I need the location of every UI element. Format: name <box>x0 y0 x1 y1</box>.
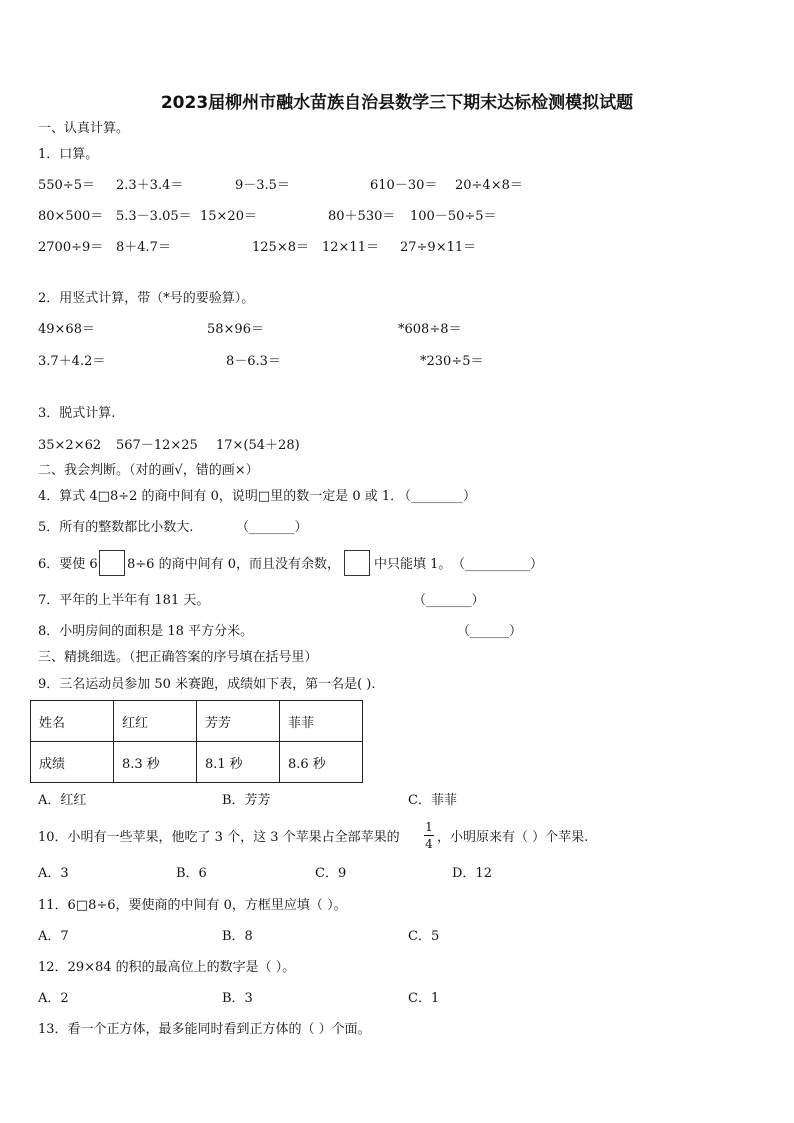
table-cell: 芳芳 <box>197 701 280 742</box>
q10-fraction-denominator: 4 <box>425 837 433 851</box>
table-row <box>31 742 363 783</box>
q1-item: 100－50÷5＝ <box>410 209 497 224</box>
q1-item: 550÷5＝ <box>38 178 95 193</box>
q1-item: 20÷4×8＝ <box>455 178 523 193</box>
q10-option-c[interactable]: C．9 <box>315 866 347 881</box>
q1-item: 9－3.5＝ <box>235 178 290 193</box>
q2-item: *608÷8＝ <box>398 322 462 337</box>
table-cell: 菲菲 <box>280 701 363 742</box>
q6-answer-blank[interactable]: （__________） <box>452 557 544 572</box>
table-row <box>31 701 363 742</box>
q10-fraction-numerator: 1 <box>425 820 433 834</box>
table-cell: 8.1 秒 <box>197 742 280 783</box>
q6-text-part3: 中只能填 1。 <box>374 557 452 572</box>
q7-text: 7．平年的上半年有 181 天。 <box>38 593 210 608</box>
q2-item: 49×68＝ <box>38 322 95 337</box>
q5-text: 5．所有的整数都比小数大. <box>38 520 194 535</box>
section-3-heading: 三、精挑细选。（把正确答案的序号填在括号里） <box>38 650 318 665</box>
table-cell: 成绩 <box>31 742 114 783</box>
q5-answer-blank[interactable]: （_______） <box>236 520 308 535</box>
q1-item: 2.3＋3.4＝ <box>116 178 184 193</box>
q1-item: 2700÷9＝ <box>38 240 104 255</box>
q3-label: 3．脱式计算. <box>38 406 116 421</box>
q9-option-b[interactable]: B．芳芳 <box>222 793 271 808</box>
q3-item: 567－12×25 <box>116 438 198 453</box>
q6-text-part1: 6．要使 6 <box>38 557 98 572</box>
q1-item: 5.3－3.05＝ <box>116 209 192 224</box>
q13-text: 13．看一个正方体，最多能同时看到正方体的（ ）个面。 <box>38 1022 371 1037</box>
q2-label: 2．用竖式计算，带（*号的要验算）。 <box>38 291 255 306</box>
q6-digit-box[interactable] <box>99 550 125 576</box>
q3-item: 35×2×62 <box>38 438 102 453</box>
section-2-heading: 二、我会判断。（对的画√，错的画×） <box>38 463 259 478</box>
q4-text: 4．算式 4□8÷2 的商中间有 0，说明□里的数一定是 0 或 1． <box>38 489 404 504</box>
q10-text-part2: ，小明原来有（ ）个苹果. <box>437 830 589 845</box>
section-1-heading: 一、认真计算。 <box>38 121 130 136</box>
q8-text: 8．小明房间的面积是 18 平方分米。 <box>38 624 254 639</box>
q1-item: 610－30＝ <box>370 178 438 193</box>
q10-fraction-bar <box>424 835 434 836</box>
q11-text: 11．6□8÷6，要使商的中间有 0，方框里应填（ ）。 <box>38 898 347 913</box>
q11-option-c[interactable]: C．5 <box>408 929 440 944</box>
q6-digit-box[interactable] <box>344 550 370 576</box>
q12-option-c[interactable]: C．1 <box>408 991 440 1006</box>
q6-text-part2: 8÷6 的商中间有 0，而且没有余数， <box>127 557 340 572</box>
q2-item: 8－6.3＝ <box>226 354 281 369</box>
q11-option-a[interactable]: A．7 <box>38 929 69 944</box>
q11-option-b[interactable]: B．8 <box>222 929 253 944</box>
q8-answer-blank[interactable]: （______） <box>457 624 523 639</box>
q12-option-a[interactable]: A．2 <box>38 991 69 1006</box>
q10-option-d[interactable]: D．12 <box>452 866 492 881</box>
table-cell: 8.3 秒 <box>114 742 197 783</box>
q2-item: 3.7＋4.2＝ <box>38 354 106 369</box>
q10-option-a[interactable]: A．3 <box>38 866 69 881</box>
q12-text: 12．29×84 的积的最高位上的数字是（ ）。 <box>38 960 296 975</box>
q9-option-a[interactable]: A．红红 <box>38 793 87 808</box>
table-cell: 红红 <box>114 701 197 742</box>
q10-option-b[interactable]: B．6 <box>176 866 207 881</box>
q3-item: 17×(54＋28) <box>216 438 300 453</box>
q1-item: 15×20＝ <box>200 209 257 224</box>
q12-option-b[interactable]: B．3 <box>222 991 253 1006</box>
q1-item: 125×8＝ <box>252 240 309 255</box>
table-cell: 姓名 <box>31 701 114 742</box>
q1-item: 80＋530＝ <box>328 209 396 224</box>
q4-answer-blank[interactable]: （________） <box>398 489 477 504</box>
q2-item: *230÷5＝ <box>420 354 484 369</box>
q1-item: 8＋4.7＝ <box>116 240 171 255</box>
q7-answer-blank[interactable]: （_______） <box>413 593 485 608</box>
table-cell: 8.6 秒 <box>280 742 363 783</box>
q10-text-part1: 10．小明有一些苹果，他吃了 3 个，这 3 个苹果占全部苹果的 <box>38 830 400 845</box>
q1-item: 80×500＝ <box>38 209 104 224</box>
q1-item: 27÷9×11＝ <box>400 240 477 255</box>
q9-option-c[interactable]: C．菲菲 <box>408 793 457 808</box>
page-title: 2023届柳州市融水苗族自治县数学三下期末达标检测模拟试题 <box>160 93 634 113</box>
q2-item: 58×96＝ <box>207 322 264 337</box>
q1-label: 1．口算。 <box>38 147 99 162</box>
q1-item: 12×11＝ <box>322 240 379 255</box>
score-table <box>30 700 363 783</box>
q9-text: 9．三名运动员参加 50 米赛跑，成绩如下表，第一名是( ). <box>38 677 376 692</box>
